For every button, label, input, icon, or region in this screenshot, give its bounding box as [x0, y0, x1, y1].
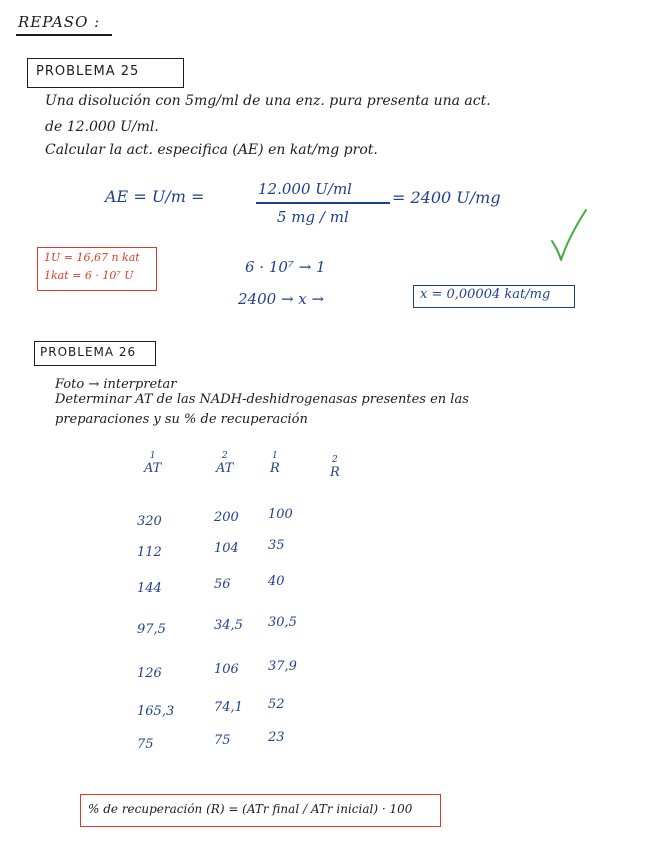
- table-header-label: AT: [144, 461, 162, 476]
- equation-result: = 2400 U/mg: [392, 188, 501, 207]
- table-header-at-1: [144, 452, 161, 476]
- table-cell: 320: [137, 514, 162, 529]
- table-cell: 112: [137, 545, 162, 560]
- table-cell: 74,1: [214, 700, 243, 715]
- table-cell: 30,5: [268, 615, 297, 630]
- rule-of-three-line-1: 6 · 10⁷ → 1: [245, 258, 326, 276]
- problem-26-label-box: [34, 341, 156, 366]
- equation-lhs: AE = U/m =: [105, 187, 205, 206]
- formula-box: [80, 794, 441, 827]
- rule-of-three-line-2: 2400 → x →: [238, 290, 325, 308]
- table-header-sup: 2: [221, 451, 228, 461]
- table-cell: 56: [214, 577, 231, 592]
- table-cell: 144: [137, 581, 162, 596]
- table-cell: 75: [214, 733, 231, 748]
- table-header-r-2: [330, 456, 340, 480]
- equation-denominator: 5 mg / ml: [277, 208, 349, 226]
- problem-26-statement-line-1: Foto → interpretar: [55, 377, 177, 392]
- check-icon: [548, 207, 588, 265]
- recovery-formula: % de recuperación (R) = (ATr final / ATr inicial) · 100: [88, 802, 413, 816]
- table-cell: 52: [268, 697, 285, 712]
- table-cell: 100: [268, 507, 293, 522]
- problem-25-label-box: [27, 58, 184, 88]
- problem-26-label: PROBLEMA 26: [40, 345, 137, 359]
- problem-26-statement-line-2: Determinar AT de las NADH-deshidrogenasas presentes en las: [55, 392, 469, 407]
- problem-26-statement-line-3: preparaciones y su % de recuperación: [55, 412, 308, 427]
- result-value: x = 0,00004 kat/mg: [420, 287, 551, 302]
- table-cell: 75: [137, 737, 154, 752]
- table-cell: 35: [268, 538, 285, 553]
- problem-25-label: PROBLEMA 25: [36, 64, 140, 79]
- table-header-sup: 1: [272, 451, 278, 461]
- table-header-at-2: [216, 452, 233, 476]
- table-header-label: R: [270, 461, 280, 476]
- equation-numerator: 12.000 U/ml: [258, 180, 352, 198]
- table-cell: 34,5: [214, 618, 243, 633]
- table-cell: 23: [268, 730, 285, 745]
- table-cell: 106: [214, 662, 239, 677]
- table-header-label: AT: [216, 461, 234, 476]
- table-cell: 200: [214, 510, 239, 525]
- unit-conversion-box: [37, 247, 157, 291]
- table-cell: 40: [268, 574, 285, 589]
- table-cell: 165,3: [137, 704, 175, 719]
- problem-25-statement-line-2: de 12.000 U/ml.: [45, 119, 159, 135]
- fraction-line: [256, 202, 390, 204]
- table-cell: 126: [137, 666, 162, 681]
- table-cell: 97,5: [137, 622, 166, 637]
- table-header-r-1: [270, 452, 280, 476]
- result-box: [413, 285, 575, 308]
- unit-conversion-line-2: 1kat = 6 · 10⁷ U: [44, 269, 134, 282]
- table-header-sup: 2: [332, 455, 338, 465]
- table-header-label: R: [330, 465, 340, 480]
- page-title: REPASO :: [18, 13, 101, 31]
- table-cell: 37,9: [268, 659, 297, 674]
- unit-conversion-line-1: 1U = 16,67 n kat: [44, 251, 140, 264]
- table-header-sup: 1: [149, 451, 156, 461]
- table-cell: 104: [214, 541, 239, 556]
- problem-25-statement-line-3: Calcular la act. especifica (AE) en kat/mg prot.: [45, 142, 378, 158]
- problem-25-statement-line-1: Una disolución con 5mg/ml de una enz. pura presenta una act.: [45, 93, 491, 109]
- title-underline: [16, 34, 112, 36]
